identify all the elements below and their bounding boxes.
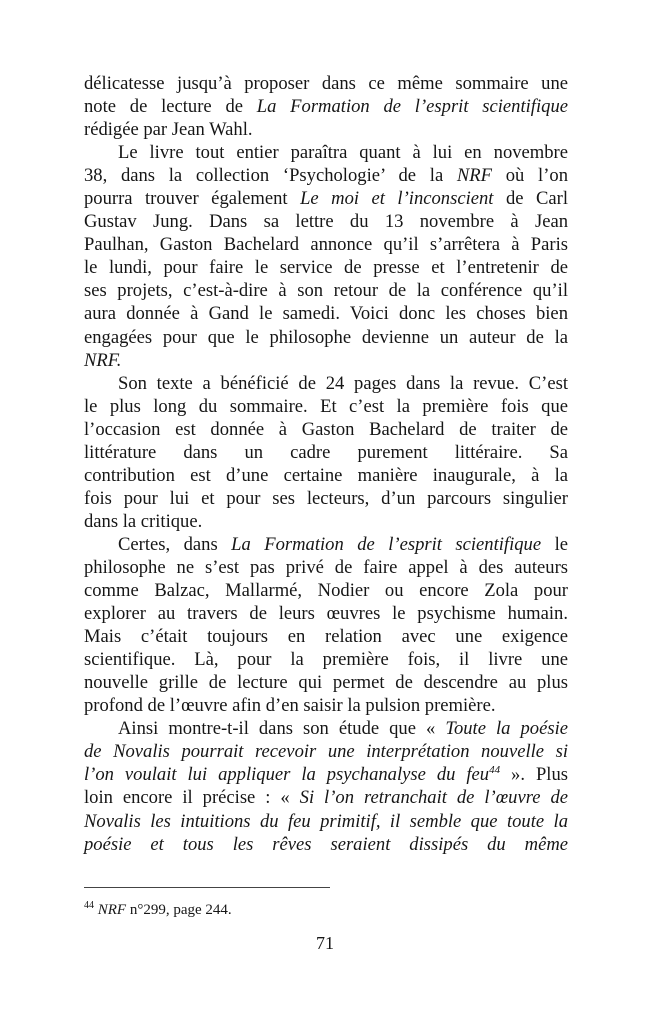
- italic-run: Toute la poésie: [445, 718, 568, 740]
- text-line: [84, 786, 568, 809]
- text-line: [84, 326, 568, 349]
- text-line: [84, 395, 568, 418]
- text-run: engagées pour que le philosophe devienne un auteur de la: [84, 326, 568, 348]
- text-line: [84, 671, 568, 694]
- text-run: de Carl: [493, 188, 568, 210]
- text-line: [84, 740, 568, 763]
- italic-run: poésie et tous les rêves seraient dissipés du même: [84, 833, 568, 855]
- text-line: [84, 72, 568, 95]
- italic-run: de Novalis pourrait recevoir une interprétation nouvelle si: [84, 741, 568, 763]
- text-run: contribution est d’une certaine manière inaugurale, à la: [84, 464, 568, 486]
- text-run: fois pour lui et pour ses lecteurs, d’un parcours singulier: [84, 487, 568, 509]
- text-line: [84, 487, 568, 510]
- text-run: Gustav Jung. Dans sa lettre du 13 novembre à Jean: [84, 211, 568, 233]
- text-line: [84, 118, 568, 141]
- text-line: [84, 602, 568, 625]
- text-run: Certes, dans: [118, 533, 232, 555]
- text-run: scientifique. Là, pour la première fois, il livre une: [84, 649, 568, 671]
- text-run: profond de l’œuvre afin d’en saisir la pulsion première.: [84, 695, 496, 717]
- text-line: [84, 187, 568, 210]
- italic-run: l’on voulait lui appliquer la psychanalyse du feu: [84, 764, 490, 786]
- text-line: [84, 763, 568, 786]
- text-line: [84, 256, 568, 279]
- text-line: [84, 418, 568, 441]
- text-run: philosophe ne s’est pas privé de faire appel à des auteurs: [84, 556, 568, 578]
- italic-run: NRF.: [84, 349, 122, 371]
- footnote-marker: 44: [84, 900, 94, 911]
- text-run: Mais c’était toujours en relation avec une exigence: [84, 626, 568, 648]
- italic-run: Novalis les intuitions du feu primitif, il semble que toute la: [84, 810, 568, 832]
- text-run: Ainsi montre-t-il dans son étude que «: [118, 718, 446, 740]
- text-line: [84, 510, 568, 533]
- text-line: [84, 556, 568, 579]
- text-run: Son texte a bénéficié de 24 pages dans la revue. C’est: [118, 372, 568, 394]
- text-run: 38, dans la collection ‘Psychologie’ de la: [84, 165, 457, 187]
- text-line: [84, 302, 568, 325]
- text-run: note de lecture de: [84, 96, 257, 118]
- text-line: [84, 233, 568, 256]
- text-line: [84, 279, 568, 302]
- text-run: dans la critique.: [84, 510, 203, 532]
- text-line: [84, 464, 568, 487]
- text-line: [84, 648, 568, 671]
- text-line: [84, 533, 568, 556]
- text-line: [84, 210, 568, 233]
- text-run: comme Balzac, Mallarmé, Nodier ou encore Zola pour: [84, 580, 568, 602]
- text-line: [84, 372, 568, 395]
- text-run: Le livre tout entier paraîtra quant à lui en novembre: [118, 142, 568, 164]
- body-text: [84, 72, 568, 856]
- text-line: [84, 441, 568, 464]
- italic-run: La Formation de l’esprit scientifique: [256, 96, 568, 118]
- text-run: Paulhan, Gaston Bachelard annonce qu’il s’arrêtera à Paris: [84, 234, 568, 256]
- text-run: pourra trouver également: [84, 188, 301, 210]
- text-line: [84, 833, 568, 856]
- text-run: loin encore il précise : «: [84, 787, 300, 809]
- footnote-reference: 44: [489, 764, 501, 777]
- text-line: [84, 349, 568, 372]
- page-number: 71: [316, 933, 334, 953]
- text-run: ». Plus: [500, 764, 568, 786]
- text-line: [84, 579, 568, 602]
- italic-run: Si l’on retranchait de l’œuvre de: [299, 787, 568, 809]
- footnote-divider: [84, 887, 330, 888]
- footnote-source: NRF: [97, 902, 127, 918]
- text-line: [84, 625, 568, 648]
- text-run: rédigée par Jean Wahl.: [84, 119, 253, 141]
- text-run: le lundi, pour faire le service de presse et l’entretenir de: [84, 257, 568, 279]
- text-run: où l’on: [492, 165, 568, 187]
- text-line: [84, 141, 568, 164]
- italic-run: Le moi et l’inconscient: [300, 188, 494, 210]
- text-run: nouvelle grille de lecture qui permet de descendre au plus: [84, 672, 568, 694]
- italic-run: NRF: [456, 165, 493, 187]
- text-run: explorer au travers de leurs œuvres le psychisme humain.: [84, 603, 568, 625]
- footnote-text: n°299, page 244.: [126, 902, 232, 918]
- text-run: le: [541, 533, 568, 555]
- text-run: littérature dans un cadre purement littéraire. Sa: [84, 441, 568, 463]
- text-line: [84, 694, 568, 717]
- text-line: [84, 717, 568, 740]
- text-run: ses projets, c’est-à-dire à son retour de la conférence qu’il: [84, 280, 568, 302]
- text-run: le plus long du sommaire. Et c’est la première fois que: [84, 395, 568, 417]
- italic-run: La Formation de l’esprit scientifique: [231, 533, 542, 555]
- text-run: aura donnée à Gand le samedi. Voici donc les choses bien: [84, 303, 568, 325]
- text-line: [84, 810, 568, 833]
- text-run: l’occasion est donnée à Gaston Bachelard de traiter de: [84, 418, 568, 440]
- text-run: délicatesse jusqu’à proposer dans ce même sommaire une: [84, 73, 568, 94]
- text-line: [84, 95, 568, 118]
- footnote: [84, 900, 232, 920]
- text-line: [84, 164, 568, 187]
